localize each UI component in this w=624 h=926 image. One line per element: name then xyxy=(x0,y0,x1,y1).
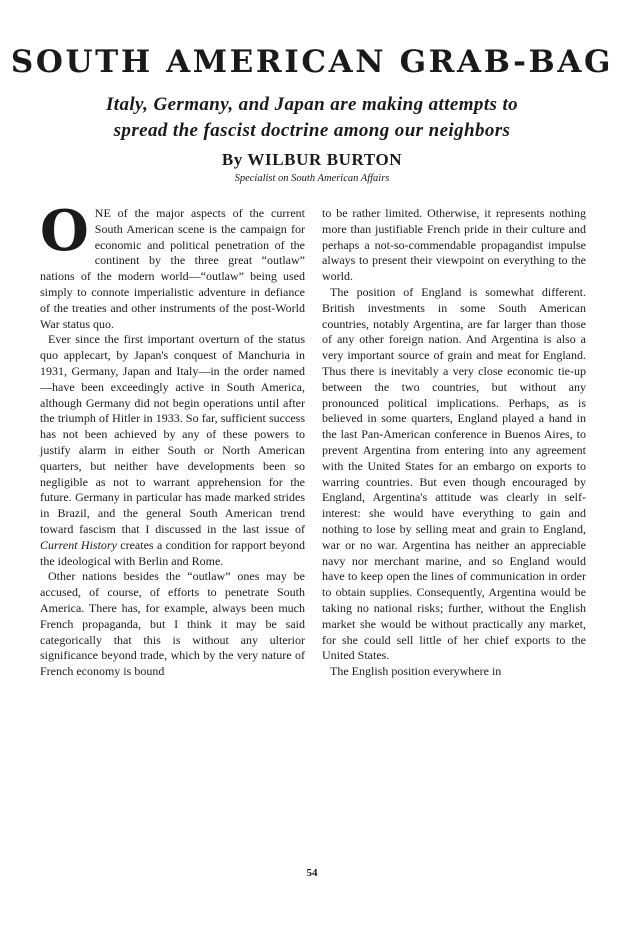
paragraph-text: creates a condition for rapport beyond the ideological with Berlin and Rome. xyxy=(40,537,305,568)
drop-cap: O xyxy=(40,198,89,264)
paragraph: The English position everywhere in xyxy=(330,664,502,679)
publication-title: Current History xyxy=(40,537,117,552)
subtitle-line-1: Italy, Germany, and Japan are making attempts to xyxy=(105,94,519,115)
author-affiliation: Specialist on South American Affairs xyxy=(234,173,390,184)
page-number: 54 xyxy=(306,867,318,879)
article-subtitle xyxy=(0,92,624,144)
paragraph-text: Ever since the first important overturn of the status quo applecart, by Japan's conquest of Manchuria in 1931, Germany, Japan and Italy—in the order named—have been exceedingly active in South America, although Germany did not begin operations until after the triumph of Hitler in 1933. So far, sufficient success has not been achieved by any of these powers to justify alarm in either South or North American quarters, but neither have developments been so negligible as not to warrant apprehension for the future. Germany in particular has made marked strides in Brazil, and the general South American trend toward fascism that I discussed in the last issue of xyxy=(40,332,305,536)
paragraph xyxy=(40,332,305,569)
byline: By WILBUR BURTON xyxy=(221,150,403,169)
paragraph-text: NE of the major aspects of the current South American scene is the campaign for economic and political penetration of the continent by the three great “outlaw” nations of the modern world—“outlaw” being used simply to connote imperialistic adventure in defiance of the treaties and other instruments of the post-World War status quo. xyxy=(40,206,305,331)
right-column xyxy=(322,206,586,680)
paragraph: Other nations besides the “outlaw” ones may be accused, of course, of efforts to penetrate South America. There has, for example, always been much French propaganda, but I think it may be said categorically that this is without any ulterior significance beyond trade, which by the very nature of French economy is bound xyxy=(40,569,305,679)
paragraph: The position of England is somewhat different. British investments in some South American countries, notably Argentina, are far larger than those of any other foreign nation. And Argentina is also a very important source of grain and meat for England. Thus there is inevitably a very close economic tie-up between the two countries, but without any pronounced political implications. Perhaps, as is believed in some quarters, England played a hand in the last Pan-American conference in Buenos Aires, to prevent Argentina from entering into any agreement with the United States for an embargo on exports to warring countries. But even though encouraged by England, Argentina's attitude was clearly in self-interest: she would have everything to gain and nothing to lose by selling meat and grain to England, war or no war. Argentina has neither an appreciable navy nor merchant marine, and so England would have to keep open the lines of communication in order to obtain supplies. Consequently, Argentina would be taking no national risks; further, without the English market she would be without practically any market, for she could sell little of her chief exports to the United States. xyxy=(322,284,586,663)
article-title: SOUTH AMERICAN GRAB-BAG xyxy=(10,44,614,80)
paragraph xyxy=(40,198,305,332)
paragraph: to be rather limited. Otherwise, it represents nothing more than justifiable French pride in their culture and perhaps a not-so-commendable propagandist impulse always to present their viewpoint on everything to the world. xyxy=(322,206,586,284)
subtitle-line-2: spread the fascist doctrine among our neighbors xyxy=(113,120,511,141)
left-column xyxy=(40,198,305,680)
